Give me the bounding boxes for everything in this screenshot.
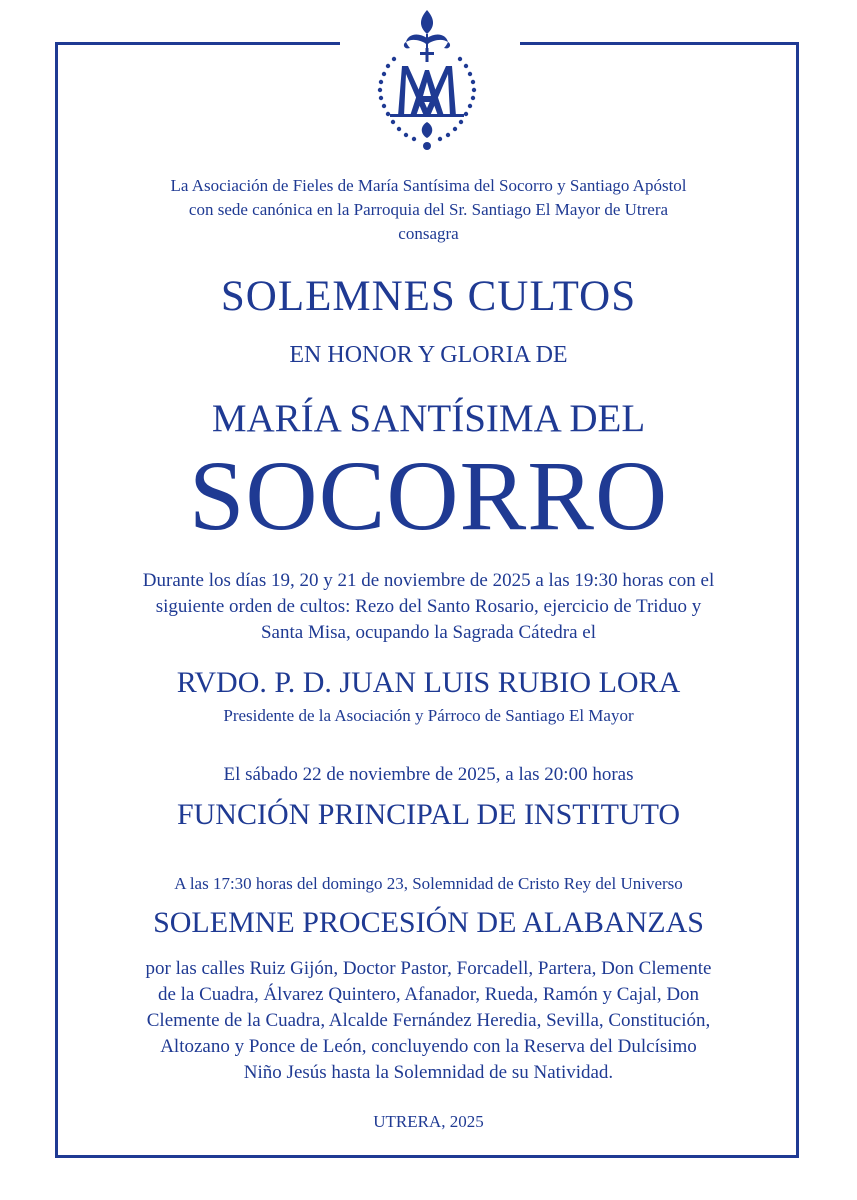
intro-line-3: consagra: [398, 224, 459, 243]
schedule-line-1: Durante los días 19, 20 y 21 de noviembre de 2025 a las 19:30 horas con el: [142, 570, 715, 591]
route-line-5: Niño Jesús hasta la Solemnidad de su Natividad.: [243, 1062, 614, 1083]
marian-monogram-icon: [360, 4, 494, 164]
intro-line-1: La Asociación de Fieles de María Santísima del Socorro y Santiago Apóstol: [170, 176, 687, 195]
route-line-4: Altozano y Ponce de León, concluyendo con la Reserva del Dulcísimo: [160, 1036, 697, 1057]
main-title: SOLEMNES CULTOS: [220, 273, 637, 320]
function-date: El sábado 22 de noviembre de 2025, a las 20:00 horas: [223, 764, 634, 785]
route-line-1: por las calles Ruiz Gijón, Doctor Pastor, Forcadell, Partera, Don Clemente: [145, 958, 712, 979]
function-title: FUNCIÓN PRINCIPAL DE INSTITUTO: [176, 798, 681, 831]
preacher-role: Presidente de la Asociación y Párroco de Santiago El Mayor: [223, 706, 634, 725]
procession-date: A las 17:30 horas del domingo 23, Solemnidad de Cristo Rey del Universo: [174, 874, 683, 893]
schedule-line-2: siguiente orden de cultos: Rezo del Santo Rosario, ejercicio de Triduo y: [155, 596, 702, 617]
procession-title: SOLEMNE PROCESIÓN DE ALABANZAS: [153, 906, 704, 939]
schedule-line-3: Santa Misa, ocupando la Sagrada Cátedra el: [260, 622, 597, 643]
route-line-2: de la Cuadra, Álvarez Quintero, Afanador, Rueda, Ramón y Cajal, Don: [157, 984, 700, 1005]
intro-line-2: con sede canónica en la Parroquia del Sr. Santiago El Mayor de Utrera: [188, 200, 669, 219]
dedication-line-2: SOCORRO: [188, 440, 669, 551]
route-line-3: Clemente de la Cuadra, Alcalde Fernández Heredia, Sevilla, Constitución,: [146, 1010, 711, 1031]
dedication-line-1: MARÍA SANTÍSIMA DEL: [211, 397, 646, 440]
footer-location: UTRERA, 2025: [373, 1112, 484, 1131]
subtitle: EN HONOR Y GLORIA DE: [289, 342, 568, 368]
preacher-name: RVDO. P. D. JUAN LUIS RUBIO LORA: [176, 666, 681, 699]
